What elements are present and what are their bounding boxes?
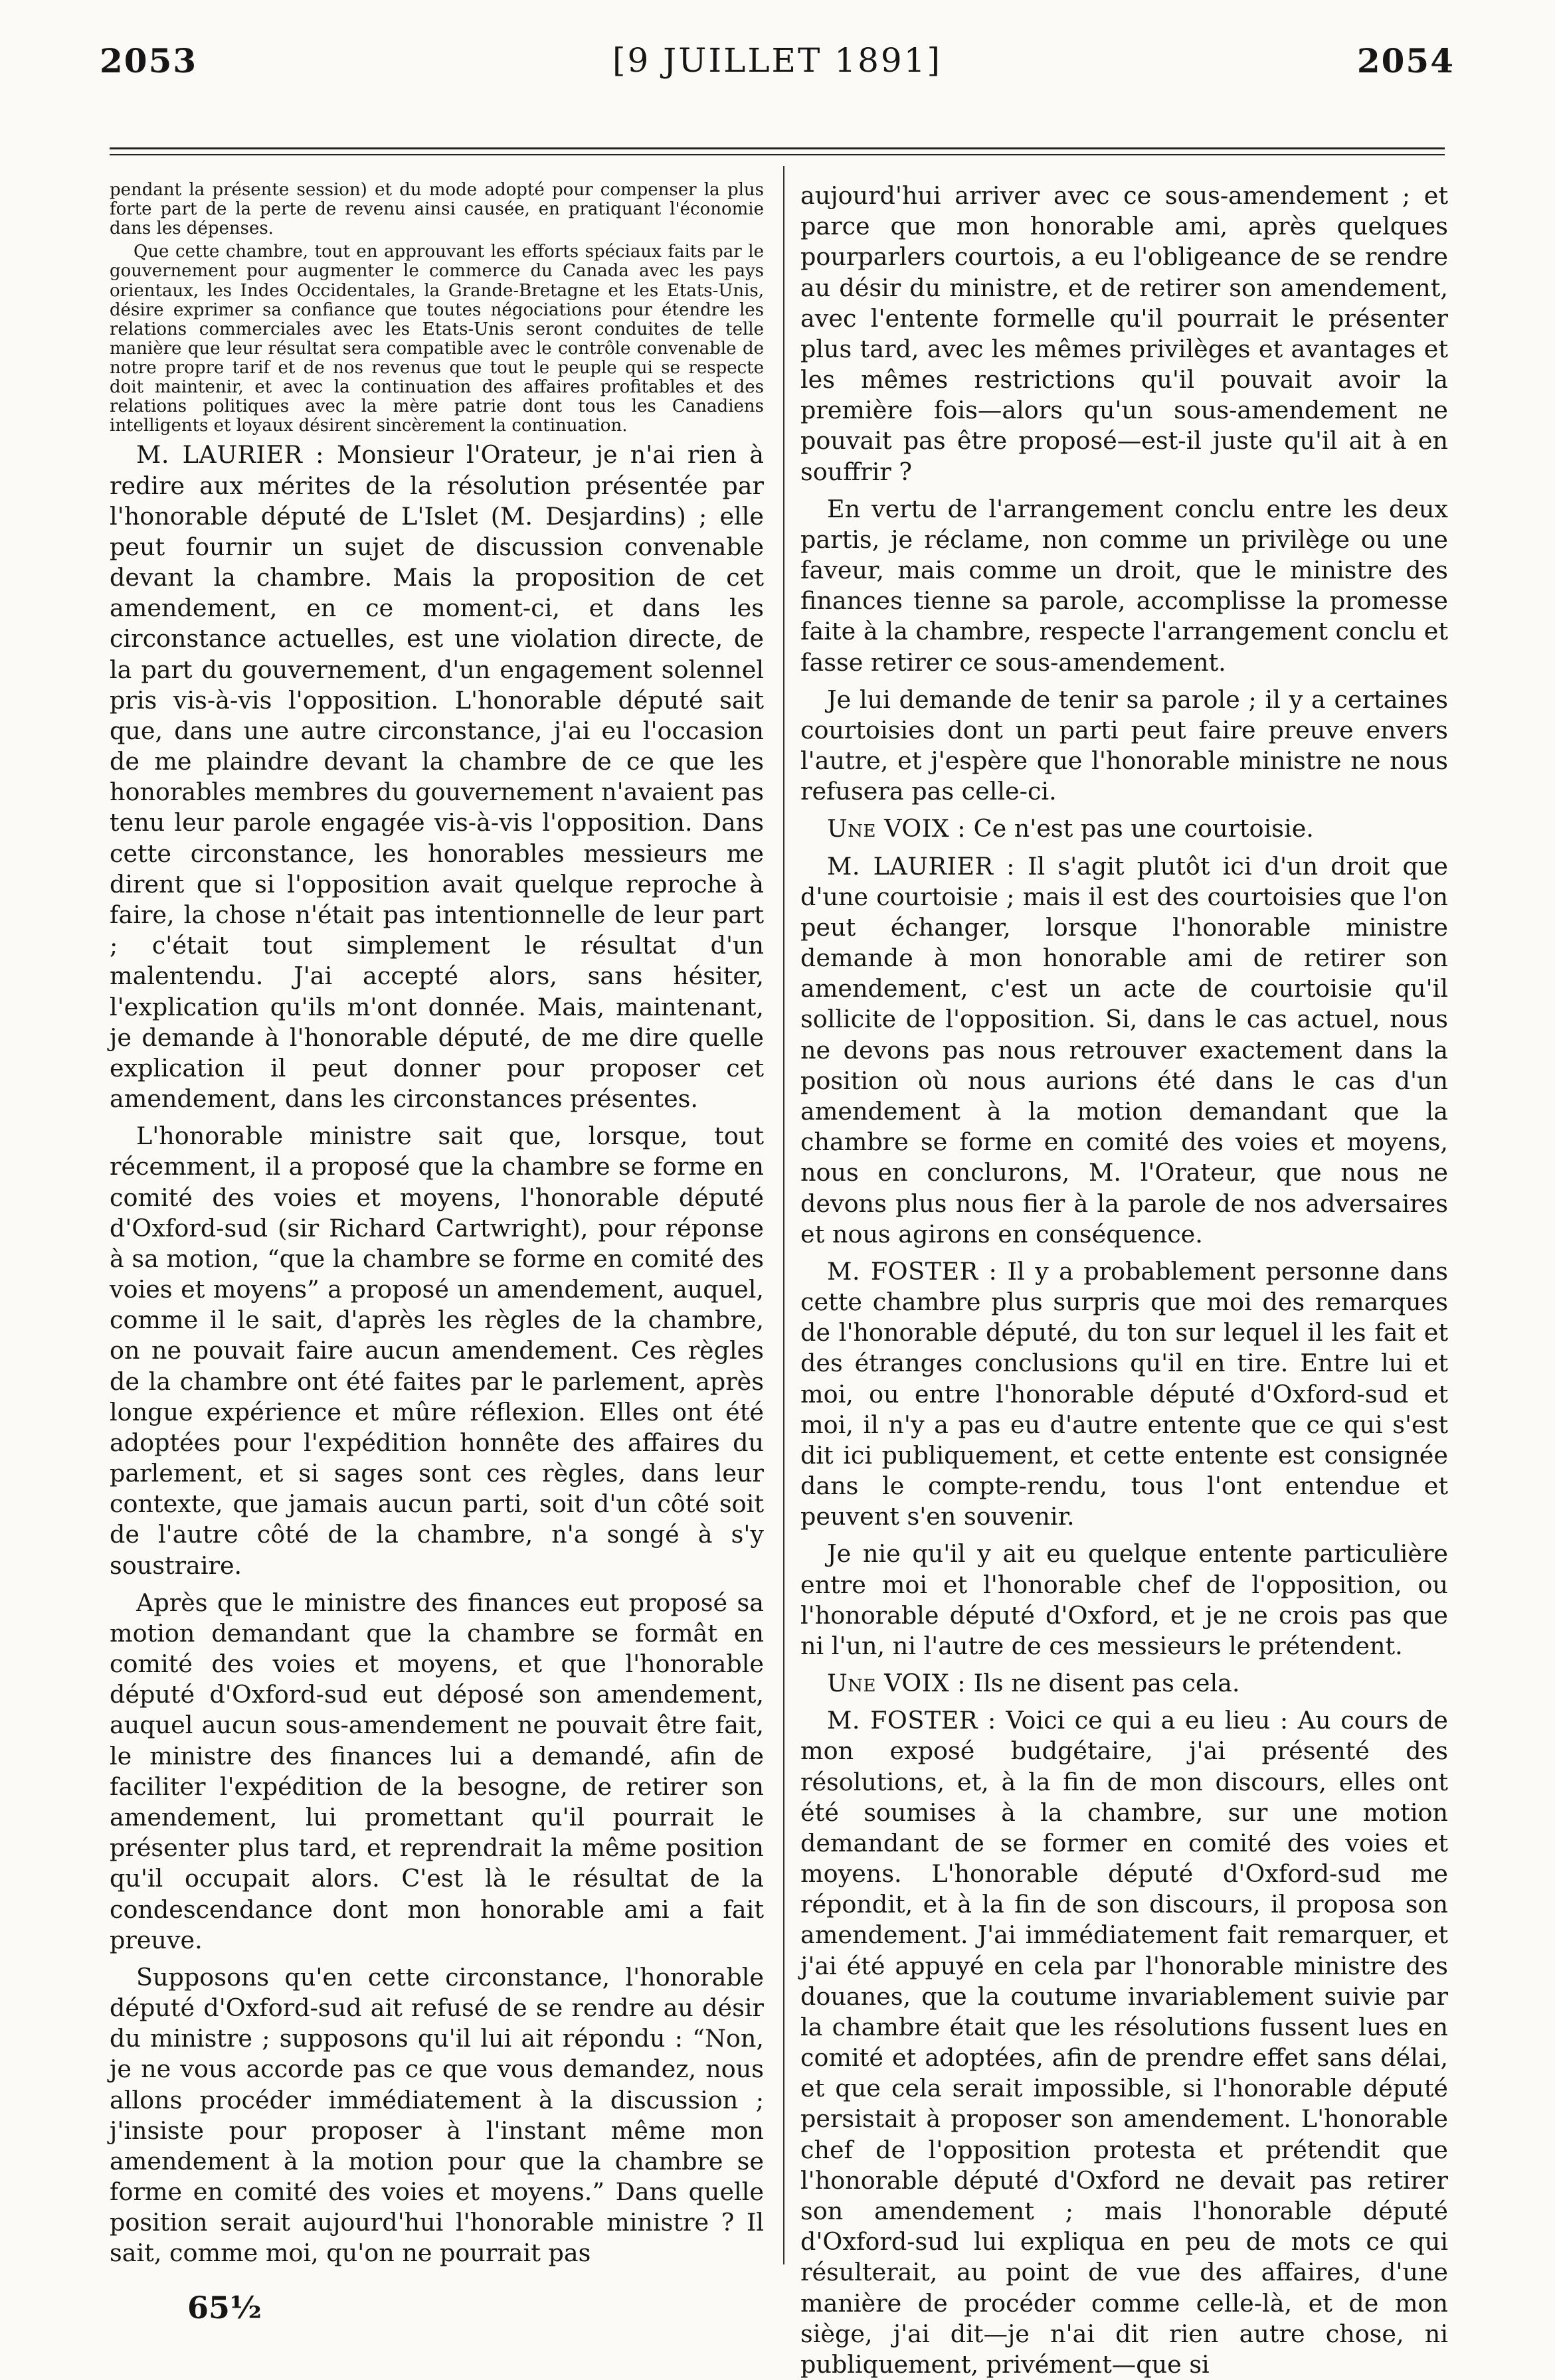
- speech-paragraph: En vertu de l'arrangement conclu entre les deux partis, je réclame, non comme un privilège ou une faveur, mais comme un droit, que le ministre des finances tienne sa parole, accomplisse la promesse faite à la chambre, respecte l'arrangement conclu et fasse retirer ce sous-amendement.: [800, 494, 1448, 677]
- speaker-name: Une VOIX :: [827, 1669, 966, 1698]
- speaker-name: Une VOIX :: [827, 814, 966, 843]
- page-number-right: 2054: [1356, 41, 1455, 80]
- speech-paragraph: Après que le ministre des finances eut proposé sa motion demandant que la chambre se formât en comité des voies et moyens, et que l'honorable député d'Oxford-sud eut déposé son amendement, auquel aucun sous-amendement ne pouvait être fait, le ministre des finances lui a demandé, afin de faciliter l'expédition de la besogne, de retirer son amendement, lui promettant qu'il pourrait le présenter plus tard, et reprendrait la même position qu'il occupait alors. C'est là le résultat de la condescendance dont mon honorable ami a fait preuve.: [110, 1588, 764, 1954]
- speech-paragraph: [110, 440, 764, 1114]
- speech-paragraph: [800, 1256, 1448, 1533]
- signature-mark: 65½: [187, 2290, 262, 2326]
- speech-text: Voici ce qui a eu lieu : Au cours de mon exposé budgétaire, j'ai présenté des résolutions, et, à la fin de mon discours, elles ont été soumises à la chambre, sur une motion demandant de se former en comité des voies et moyens. L'honorable député d'Oxford-sud me répondit, et à la fin de son discours, il proposa son amendement. J'ai immédiatement fait remarquer, et j'ai été appuyé en cela par l'honorable ministre des douanes, que la coutume invariablement suivie par la chambre était que les résolutions fussent lues en comité et adoptées, afin de prendre effet sans délai, et que cela serait impossible, si l'honorable député persistait à proposer son amendement. L'honorable chef de l'opposition protesta et prétendit que l'honorable député d'Oxford ne devait pas retirer son amendement ; mais l'honorable député d'Oxford-sud lui expliqua en peu de mots ce qui résulterait, au point de vue des affaires, d'une manière de procéder comme celle-là, et de mon siège, j'ai dit—je n'ai dit rien autre chose, ni publiquement, privément—que si: [800, 1706, 1449, 2379]
- interjection: [800, 1668, 1448, 1699]
- speaker-name: M. FOSTER :: [827, 1706, 996, 1735]
- speaker-name: M. LAURIER :: [136, 440, 324, 469]
- speech-text: Il s'agit plutôt ici d'un droit que d'une courtoisie ; mais il est des courtoisies que l'on peut échanger, lorsque l'honorable ministre demande à mon honorable ami de retirer son amendement, c'est un acte de courtoisie qu'il sollicite de l'opposition. Si, dans le cas actuel, nous ne devons pas nous retrouver exactement dans la position où nous aurions été dans le cas d'un amendement à la motion demandant que la chambre se forme en comité des voies et moyens, nous en conclurons, M. l'Orateur, que nous ne devons plus nous fier à la parole de nos adversaires et nous agirons en conséquence.: [800, 851, 1448, 1248]
- right-column: [800, 181, 1449, 2379]
- header-date: [9 JUILLET 1891]: [612, 41, 943, 80]
- speech-text: Ce n'est pas une courtoisie.: [973, 814, 1314, 843]
- speech-paragraph: aujourd'hui arriver avec ce sous-amendement ; et parce que mon honorable ami, après quelques pourparlers courtois, a eu l'obligeance de se rendre au désir du ministre, et de retirer son amendement, avec l'entente formelle qu'il pourrait le présenter plus tard, avec les mêmes privilèges et avantages et les mêmes restrictions qu'il pouvait avoir la première fois—alors qu'un sous-amendement ne pouvait pas être proposé—est-il juste qu'il ait à en souffrir ?: [800, 181, 1448, 486]
- page-header: [100, 41, 1455, 88]
- speech-paragraph: [800, 851, 1448, 1250]
- speech-text: Ils ne disent pas cela.: [973, 1669, 1240, 1698]
- speaker-name: M. FOSTER :: [827, 1256, 998, 1286]
- column-divider: [783, 166, 784, 2264]
- interjection: [800, 813, 1448, 844]
- left-column: [110, 181, 764, 2306]
- speaker-name: M. LAURIER :: [827, 851, 1015, 881]
- speech-paragraph: Je nie qu'il y ait eu quelque entente particulière entre moi et l'honorable chef de l'opposition, ou l'honorable député d'Oxford, et je ne crois pas que ni l'un, ni l'autre de ces messieurs le prétendent.: [800, 1539, 1448, 1660]
- motion-paragraph: Que cette chambre, tout en approuvant les efforts spéciaux faits par le gouvernement pour augmenter le commerce du Canada avec les pays orientaux, les Indes Occidentales, la Grande-Bretagne et les Etats-Unis, désire exprimer sa confiance que toutes négociations pour étendre les relations commerciales avec les Etats-Unis seront conduites de telle manière que leur résultat sera compatible avec le contrôle convenable de notre propre tarif et de nos revenus que tout le peuple qui se respecte doit maintenir, et avec la continuation des affaires profitables et des relations politiques avec la mère patrie dont tous les Canadiens intelligents et loyaux désirent sincèrement la continuation.: [110, 242, 764, 436]
- speech-paragraph: L'honorable ministre sait que, lorsque, tout récemment, il a proposé que la chambre se forme en comité des voies et moyens, l'honorable député d'Oxford-sud (sir Richard Cartwright), pour réponse à sa motion, “que la chambre se forme en comité des voies et moyens” a proposé un amendement, auquel, comme il le sait, d'après les règles de la chambre, on ne pouvait faire aucun amendement. Ces règles de la chambre ont été faites par le parlement, après longue expérience et mûre réflexion. Elles ont été adoptées pour l'expédition honnête des affaires du parlement, et si sages sont ces règles, dans leur contexte, que jamais aucun parti, soit d'un côté soit de l'autre côté de la chambre, n'a songé à s'y soustraire.: [110, 1122, 764, 1580]
- speech-text: Monsieur l'Orateur, je n'ai rien à redire aux mérites de la résolution présentée par l'honorable député de L'Islet (M. Desjardins) ; elle peut fournir un sujet de discussion convenable devant la chambre. Mais la proposition de cet amendement, en ce moment-ci, et dans les circonstance actuelles, est une violation directe, de la part du gouvernement, d'un engagement solennel pris vis-à-vis l'opposition. L'honorable député sait que, dans une autre circonstance, j'ai eu l'occasion de me plaindre devant la chambre de ce que les honorables membres du gouvernement n'avaient pas tenu leur parole engagée vis-à-vis l'opposition. Dans cette circonstance, les honorables messieurs me dirent que si l'opposition avait quelque reproche à faire, la chose n'était pas intentionnelle de leur part ; c'était tout simplement le résultat d'un malentendu. J'ai accepté alors, sans hésiter, l'explication qu'ils m'ont donnée. Mais, maintenant, je demande à l'honorable député, de me dire quelle explication il peut donner pour proposer cet amendement, dans les circonstances présentes.: [110, 440, 764, 1114]
- speech-paragraph: [800, 1705, 1448, 2380]
- speech-paragraph: Je lui demande de tenir sa parole ; il y a certaines courtoisies dont un parti peut faire preuve envers l'autre, et j'espère que l'honorable ministre ne nous refusera pas celle-ci.: [800, 685, 1448, 806]
- header-rule: [110, 147, 1445, 149]
- speech-paragraph: Supposons qu'en cette circonstance, l'honorable député d'Oxford-sud ait refusé de se rendre au désir du ministre ; supposons qu'il lui ait répondu : “Non, je ne vous accorde pas ce que vous demandez, nous allons procéder immédiatement à la discussion ; j'insiste pour proposer à l'instant même mon amendement à la motion pour que la chambre se forme en comité des voies et moyens.” Dans quelle position serait aujourd'hui l'honorable ministre ? Il sait, comme moi, qu'on ne pourrait pas: [110, 1962, 764, 2268]
- motion-paragraph: pendant la présente session) et du mode adopté pour compenser la plus forte part de la perte de revenu ainsi causée, en pratiquant l'économie dans les dépenses.: [110, 180, 764, 239]
- page-number-left: 2053: [100, 41, 198, 80]
- speech-text: Il y a probablement personne dans cette chambre plus surpris que moi des remarques de l'honorable député, du ton sur lequel il les fait et des étranges conclusions qu'il en tire. Entre lui et moi, ou entre l'honorable député d'Oxford-sud et moi, il n'y a pas eu d'autre entente que ce qui s'est dit ici publiquement, et cette entente est consignée dans le compte-rendu, tous l'ont entendue et peuvent s'en souvenir.: [800, 1256, 1448, 1531]
- header-rule-double: [110, 154, 1445, 155]
